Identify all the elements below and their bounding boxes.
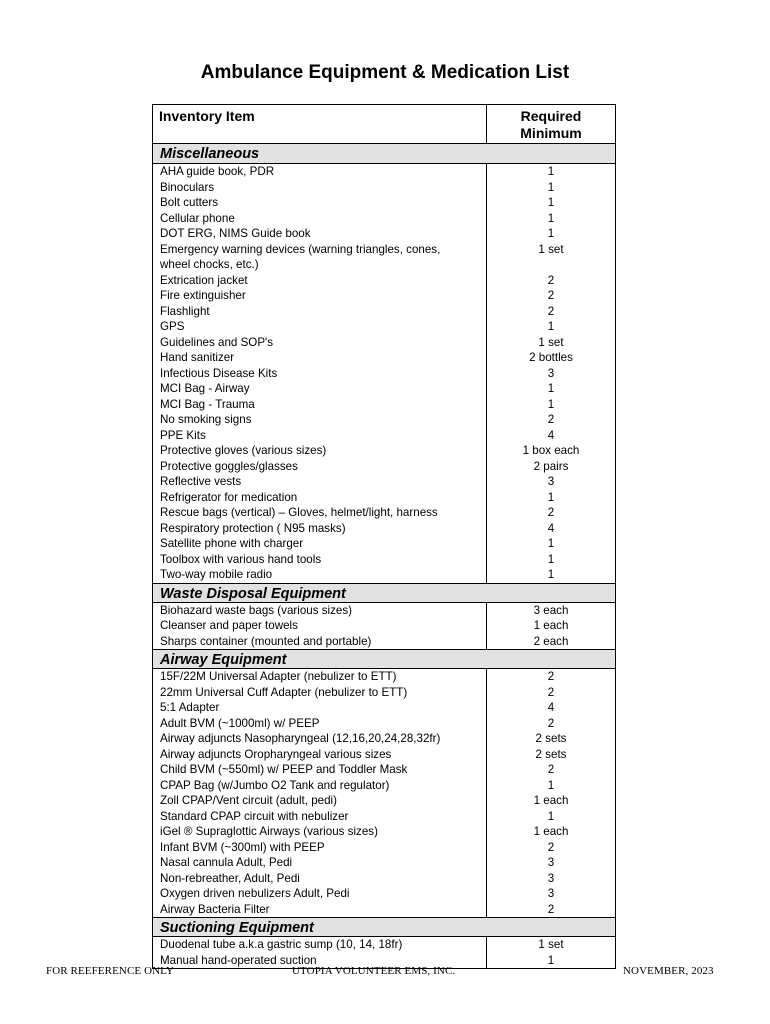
table-row	[153, 428, 615, 444]
required-minimum-cell: 1	[547, 227, 555, 240]
required-minimum-cell: 1 each	[533, 619, 569, 632]
inventory-item-cell: Duodenal tube a.k.a gastric sump (10, 14, 18fr)	[153, 937, 487, 953]
inventory-item-cell: 22mm Universal Cuff Adapter (nebulizer to ETT)	[153, 685, 487, 701]
required-minimum-cell: 1 set	[538, 938, 564, 951]
table-row	[153, 809, 615, 825]
required-minimum-cell: 3	[547, 856, 555, 869]
required-minimum-cell: 2	[547, 289, 555, 302]
table-row	[153, 226, 615, 242]
table-row	[153, 840, 615, 856]
footer-left: FOR REEFERENCE ONLY	[46, 965, 174, 977]
required-minimum-cell: 1	[547, 180, 555, 194]
required-minimum-cell: 1 set	[538, 242, 564, 256]
table-row	[153, 937, 615, 953]
table-row	[153, 304, 615, 320]
required-minimum-cell: 3	[547, 475, 555, 488]
inventory-item-cell: Respiratory protection ( N95 masks)	[153, 521, 487, 537]
required-minimum-cell: 3	[547, 366, 555, 380]
table-row	[153, 762, 615, 778]
table-header	[153, 105, 615, 144]
inventory-item-cell: GPS	[153, 319, 487, 335]
inventory-item-cell: Two-way mobile radio	[153, 567, 487, 583]
required-minimum-cell: 1	[547, 397, 555, 411]
table-row	[153, 778, 615, 794]
table-row	[153, 716, 615, 732]
inventory-item-cell: Hand sanitizer	[153, 350, 487, 366]
inventory-item-cell: 15F/22M Universal Adapter (nebulizer to ETT)	[153, 669, 487, 685]
inventory-item-cell: Nasal cannula Adult, Pedi	[153, 855, 487, 871]
inventory-item-cell: MCI Bag - Trauma	[153, 397, 487, 413]
table-row	[153, 793, 615, 809]
inventory-item-cell: Guidelines and SOP's	[153, 335, 487, 351]
inventory-item-cell: Airway adjuncts Nasopharyngeal (12,16,20,24,28,32fr)	[153, 731, 487, 747]
table-row	[153, 490, 615, 506]
section-heading: Miscellaneous	[153, 144, 615, 164]
table-row	[153, 536, 615, 552]
table-row	[153, 397, 615, 413]
inventory-item-cell: Reflective vests	[153, 474, 487, 490]
table-row	[153, 871, 615, 887]
table-row	[153, 552, 615, 568]
inventory-item-cell: Cleanser and paper towels	[153, 618, 487, 634]
header-qty-line-2: Minimum	[520, 125, 582, 141]
inventory-item-cell: wheel chocks, etc.)	[153, 257, 487, 273]
inventory-item-cell: Airway Bacteria Filter	[153, 902, 487, 918]
inventory-item-cell: Fire extinguisher	[153, 288, 487, 304]
required-minimum-cell: 2 pairs	[533, 459, 569, 473]
required-minimum-cell: 2	[547, 413, 555, 426]
inventory-item-cell: Infant BVM (~300ml) with PEEP	[153, 840, 487, 856]
required-minimum-cell: 2 each	[533, 634, 569, 648]
required-minimum-cell: 1 box each	[522, 444, 580, 457]
required-minimum-cell: 1	[547, 953, 555, 967]
inventory-item-cell: AHA guide book, PDR	[153, 164, 487, 180]
required-minimum-cell: 2	[547, 506, 555, 519]
inventory-item-cell: Adult BVM (~1000ml) w/ PEEP	[153, 716, 487, 732]
required-minimum-cell: 2	[547, 716, 555, 730]
inventory-item-cell: Sharps container (mounted and portable)	[153, 634, 487, 650]
header-qty-line-1: Required	[520, 108, 582, 124]
inventory-item-cell: Binoculars	[153, 180, 487, 196]
inventory-item-cell: No smoking signs	[153, 412, 487, 428]
header-inventory-item: Inventory Item	[153, 105, 487, 143]
required-minimum-cell: 1	[547, 490, 555, 504]
section-heading: Waste Disposal Equipment	[153, 583, 615, 603]
required-minimum-cell: 2 sets	[535, 732, 567, 745]
inventory-item-cell: Child BVM (~550ml) w/ PEEP and Toddler Mask	[153, 762, 487, 778]
required-minimum-cell: 4	[547, 428, 555, 442]
required-minimum-cell: 1 each	[533, 825, 569, 838]
table-row	[153, 521, 615, 537]
inventory-item-cell: Toolbox with various hand tools	[153, 552, 487, 568]
table-row	[153, 180, 615, 196]
required-minimum-cell	[487, 257, 615, 273]
section-heading: Airway Equipment	[153, 649, 615, 669]
section-heading: Suctioning Equipment	[153, 917, 615, 937]
inventory-item-cell: PPE Kits	[153, 428, 487, 444]
required-minimum-cell: 2	[547, 685, 555, 699]
inventory-item-cell: Airway adjuncts Oropharyngeal various sizes	[153, 747, 487, 763]
table-row	[153, 824, 615, 840]
inventory-item-cell: Protective gloves (various sizes)	[153, 443, 487, 459]
table-row	[153, 855, 615, 871]
required-minimum-cell: 2	[547, 304, 555, 318]
table-row	[153, 195, 615, 211]
inventory-item-cell: Extrication jacket	[153, 273, 487, 289]
table-row	[153, 505, 615, 521]
required-minimum-cell: 3	[547, 871, 555, 885]
table-row	[153, 211, 615, 227]
required-minimum-cell: 1	[547, 196, 555, 209]
required-minimum-cell: 1	[547, 382, 555, 395]
table-row	[153, 366, 615, 382]
required-minimum-cell: 3	[547, 887, 555, 900]
table-row	[153, 273, 615, 289]
table-row	[153, 412, 615, 428]
required-minimum-cell: 4	[547, 521, 555, 535]
required-minimum-cell: 2	[547, 902, 555, 916]
inventory-item-cell: Rescue bags (vertical) – Gloves, helmet/light, harness	[153, 505, 487, 521]
required-minimum-cell: 1	[547, 211, 555, 225]
table-row	[153, 618, 615, 634]
inventory-item-cell: Cellular phone	[153, 211, 487, 227]
inventory-item-cell: Protective goggles/glasses	[153, 459, 487, 475]
inventory-item-cell: Emergency warning devices (warning triangles, cones,	[153, 242, 487, 258]
table-row	[153, 567, 615, 583]
inventory-item-cell: DOT ERG, NIMS Guide book	[153, 226, 487, 242]
table-row	[153, 459, 615, 475]
table-row	[153, 634, 615, 650]
table-row	[153, 700, 615, 716]
table-row	[153, 886, 615, 902]
table-row	[153, 443, 615, 459]
footer-right: NOVEMBER, 2023	[623, 965, 714, 977]
required-minimum-cell: 2 bottles	[529, 351, 573, 364]
required-minimum-cell: 4	[547, 701, 555, 714]
required-minimum-cell: 1	[547, 778, 555, 792]
inventory-item-cell: CPAP Bag (w/Jumbo O2 Tank and regulator)	[153, 778, 487, 794]
inventory-item-cell: Non-rebreather, Adult, Pedi	[153, 871, 487, 887]
table-row	[153, 685, 615, 701]
required-minimum-cell: 1	[547, 809, 555, 823]
required-minimum-cell: 1	[547, 320, 555, 333]
required-minimum-cell: 2	[547, 840, 555, 854]
required-minimum-cell: 2	[547, 763, 555, 776]
inventory-item-cell: Standard CPAP circuit with nebulizer	[153, 809, 487, 825]
inventory-item-cell: 5:1 Adapter	[153, 700, 487, 716]
table-row	[153, 603, 615, 619]
required-minimum-cell: 2	[547, 670, 555, 683]
inventory-table	[152, 104, 616, 969]
footer-center: UTOPIA VOLUNTEER EMS, INC.	[292, 965, 456, 977]
table-row	[153, 257, 615, 273]
inventory-item-cell: Manual hand-operated suction	[153, 953, 487, 969]
inventory-item-cell: Zoll CPAP/Vent circuit (adult, pedi)	[153, 793, 487, 809]
required-minimum-cell: 2	[547, 273, 555, 287]
required-minimum-cell: 3 each	[533, 603, 569, 617]
table-row	[153, 731, 615, 747]
table-row	[153, 902, 615, 918]
inventory-item-cell: Satellite phone with charger	[153, 536, 487, 552]
table-row	[153, 164, 615, 180]
required-minimum-cell: 1	[547, 568, 555, 581]
inventory-item-cell: Biohazard waste bags (various sizes)	[153, 603, 487, 619]
inventory-item-cell: MCI Bag - Airway	[153, 381, 487, 397]
required-minimum-cell: 1	[547, 537, 555, 550]
required-minimum-cell: 1 set	[538, 335, 564, 349]
table-row	[153, 747, 615, 763]
table-row	[153, 474, 615, 490]
table-row	[153, 350, 615, 366]
table-row	[153, 381, 615, 397]
required-minimum-cell: 2 sets	[535, 747, 567, 761]
document-title: Ambulance Equipment & Medication List	[200, 62, 570, 83]
table-row	[153, 288, 615, 304]
table-row	[153, 669, 615, 685]
table-row	[153, 335, 615, 351]
inventory-item-cell: Refrigerator for medication	[153, 490, 487, 506]
inventory-item-cell: iGel ® Supraglottic Airways (various sizes)	[153, 824, 487, 840]
inventory-item-cell: Flashlight	[153, 304, 487, 320]
table-row	[153, 242, 615, 258]
table-row	[153, 319, 615, 335]
inventory-item-cell: Bolt cutters	[153, 195, 487, 211]
required-minimum-cell: 1	[547, 552, 555, 566]
required-minimum-cell: 1	[547, 165, 555, 178]
table-body	[153, 144, 615, 968]
header-required-minimum	[487, 105, 615, 143]
required-minimum-cell: 1 each	[533, 794, 569, 807]
inventory-item-cell: Oxygen driven nebulizers Adult, Pedi	[153, 886, 487, 902]
inventory-item-cell: Infectious Disease Kits	[153, 366, 487, 382]
